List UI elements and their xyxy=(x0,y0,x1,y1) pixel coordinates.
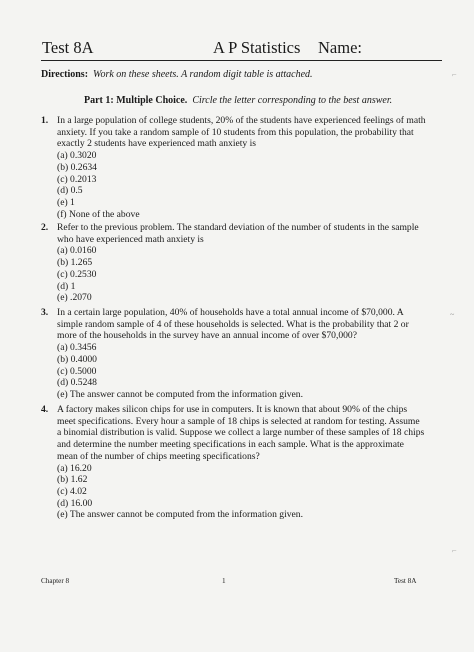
question-stem-line: who have experienced math anxiety is xyxy=(57,233,204,245)
answer-option-c[interactable]: (c) 0.2013 xyxy=(57,173,97,185)
question-stem-line: meet specifications. Every hour a sample of 18 chips is selected at random for testing. Assume xyxy=(57,415,420,427)
answer-option-e[interactable]: (e) 1 xyxy=(57,196,75,208)
answer-option-d[interactable]: (d) 0.5 xyxy=(57,185,83,197)
course-title: A P Statistics xyxy=(213,38,301,57)
answer-option-b[interactable]: (b) 1.265 xyxy=(57,257,93,269)
answer-option-a[interactable]: (a) 0.3020 xyxy=(57,150,97,162)
directions-text: Work on these sheets. A random digit table is attached. xyxy=(93,69,313,80)
answer-option-c[interactable]: (c) 4.02 xyxy=(57,485,87,497)
question-stem-line: a binomial distribution is valid. Suppose we collect a large number of these samples of 18 chips xyxy=(57,427,425,439)
answer-option-e[interactable]: (e) The answer cannot be computed from the information given. xyxy=(57,388,303,400)
answer-option-f[interactable]: (f) None of the above xyxy=(57,208,140,220)
test-title: Test 8A xyxy=(42,38,94,57)
question-stem-line: Refer to the previous problem. The standard deviation of the number of students in the sample xyxy=(57,222,419,233)
answer-option-c[interactable]: (c) 0.2530 xyxy=(57,268,97,280)
part-label: Part 1: Multiple Choice. xyxy=(84,95,188,106)
answer-option-a[interactable]: (a) 0.0160 xyxy=(57,245,97,257)
scan-mark: ⌐ xyxy=(452,546,457,555)
part-heading xyxy=(84,95,392,106)
question-number: 1. xyxy=(41,115,49,126)
question-number: 3. xyxy=(41,307,49,318)
question-stem-line: In a large population of college students, 20% of the students have experienced feelings of math xyxy=(57,115,426,126)
scan-mark: ~ xyxy=(450,310,455,319)
answer-option-d[interactable]: (d) 16.00 xyxy=(57,497,93,509)
answer-option-b[interactable]: (b) 1.62 xyxy=(57,474,88,486)
question-stem-line: A factory makes silicon chips for use in computers. It is known that about 90% of the chips xyxy=(57,404,408,415)
directions xyxy=(41,69,313,80)
question-number: 4. xyxy=(41,404,49,415)
footer-chapter: Chapter 8 xyxy=(41,577,70,585)
question-stem-line: more of the households in the survey have an annual income of over $70,000? xyxy=(57,330,357,342)
question-stem-line: anxiety. If you take a random sample of 10 students from this population, the probability that xyxy=(57,126,414,138)
question-number: 2. xyxy=(41,222,49,233)
answer-option-b[interactable]: (b) 0.2634 xyxy=(57,161,97,173)
answer-option-e[interactable]: (e) .2070 xyxy=(57,292,92,304)
answer-option-a[interactable]: (a) 0.3456 xyxy=(57,342,97,354)
answer-option-d[interactable]: (d) 0.5248 xyxy=(57,377,97,389)
question-stem-line: and determine the number meeting specifications in each sample. What is the approximate xyxy=(57,439,404,451)
footer-test: Test 8A xyxy=(394,577,417,585)
answer-option-b[interactable]: (b) 0.4000 xyxy=(57,353,97,365)
question-stem-line: mean of the number of chips meeting specifications? xyxy=(57,450,260,462)
question-stem-line: In a certain large population, 40% of households have a total annual income of $70,000. A xyxy=(57,307,404,318)
part-instructions: Circle the letter corresponding to the best answer. xyxy=(192,95,393,106)
answer-option-c[interactable]: (c) 0.5000 xyxy=(57,365,97,377)
question-stem-line: simple random sample of 4 of these households is selected. What is the probability that 2 or xyxy=(57,318,409,330)
footer-page-number: 1 xyxy=(222,577,226,585)
name-label: Name: xyxy=(318,38,362,57)
page-header xyxy=(32,38,442,62)
answer-option-d[interactable]: (d) 1 xyxy=(57,280,76,292)
answer-option-e[interactable]: (e) The answer cannot be computed from the information given. xyxy=(57,509,303,521)
scan-mark: ⌐ xyxy=(452,70,457,79)
header-rule xyxy=(41,60,442,61)
directions-label: Directions: xyxy=(41,69,89,80)
question-stem-line: exactly 2 students have experienced math anxiety is xyxy=(57,138,257,150)
answer-option-a[interactable]: (a) 16.20 xyxy=(57,462,92,474)
